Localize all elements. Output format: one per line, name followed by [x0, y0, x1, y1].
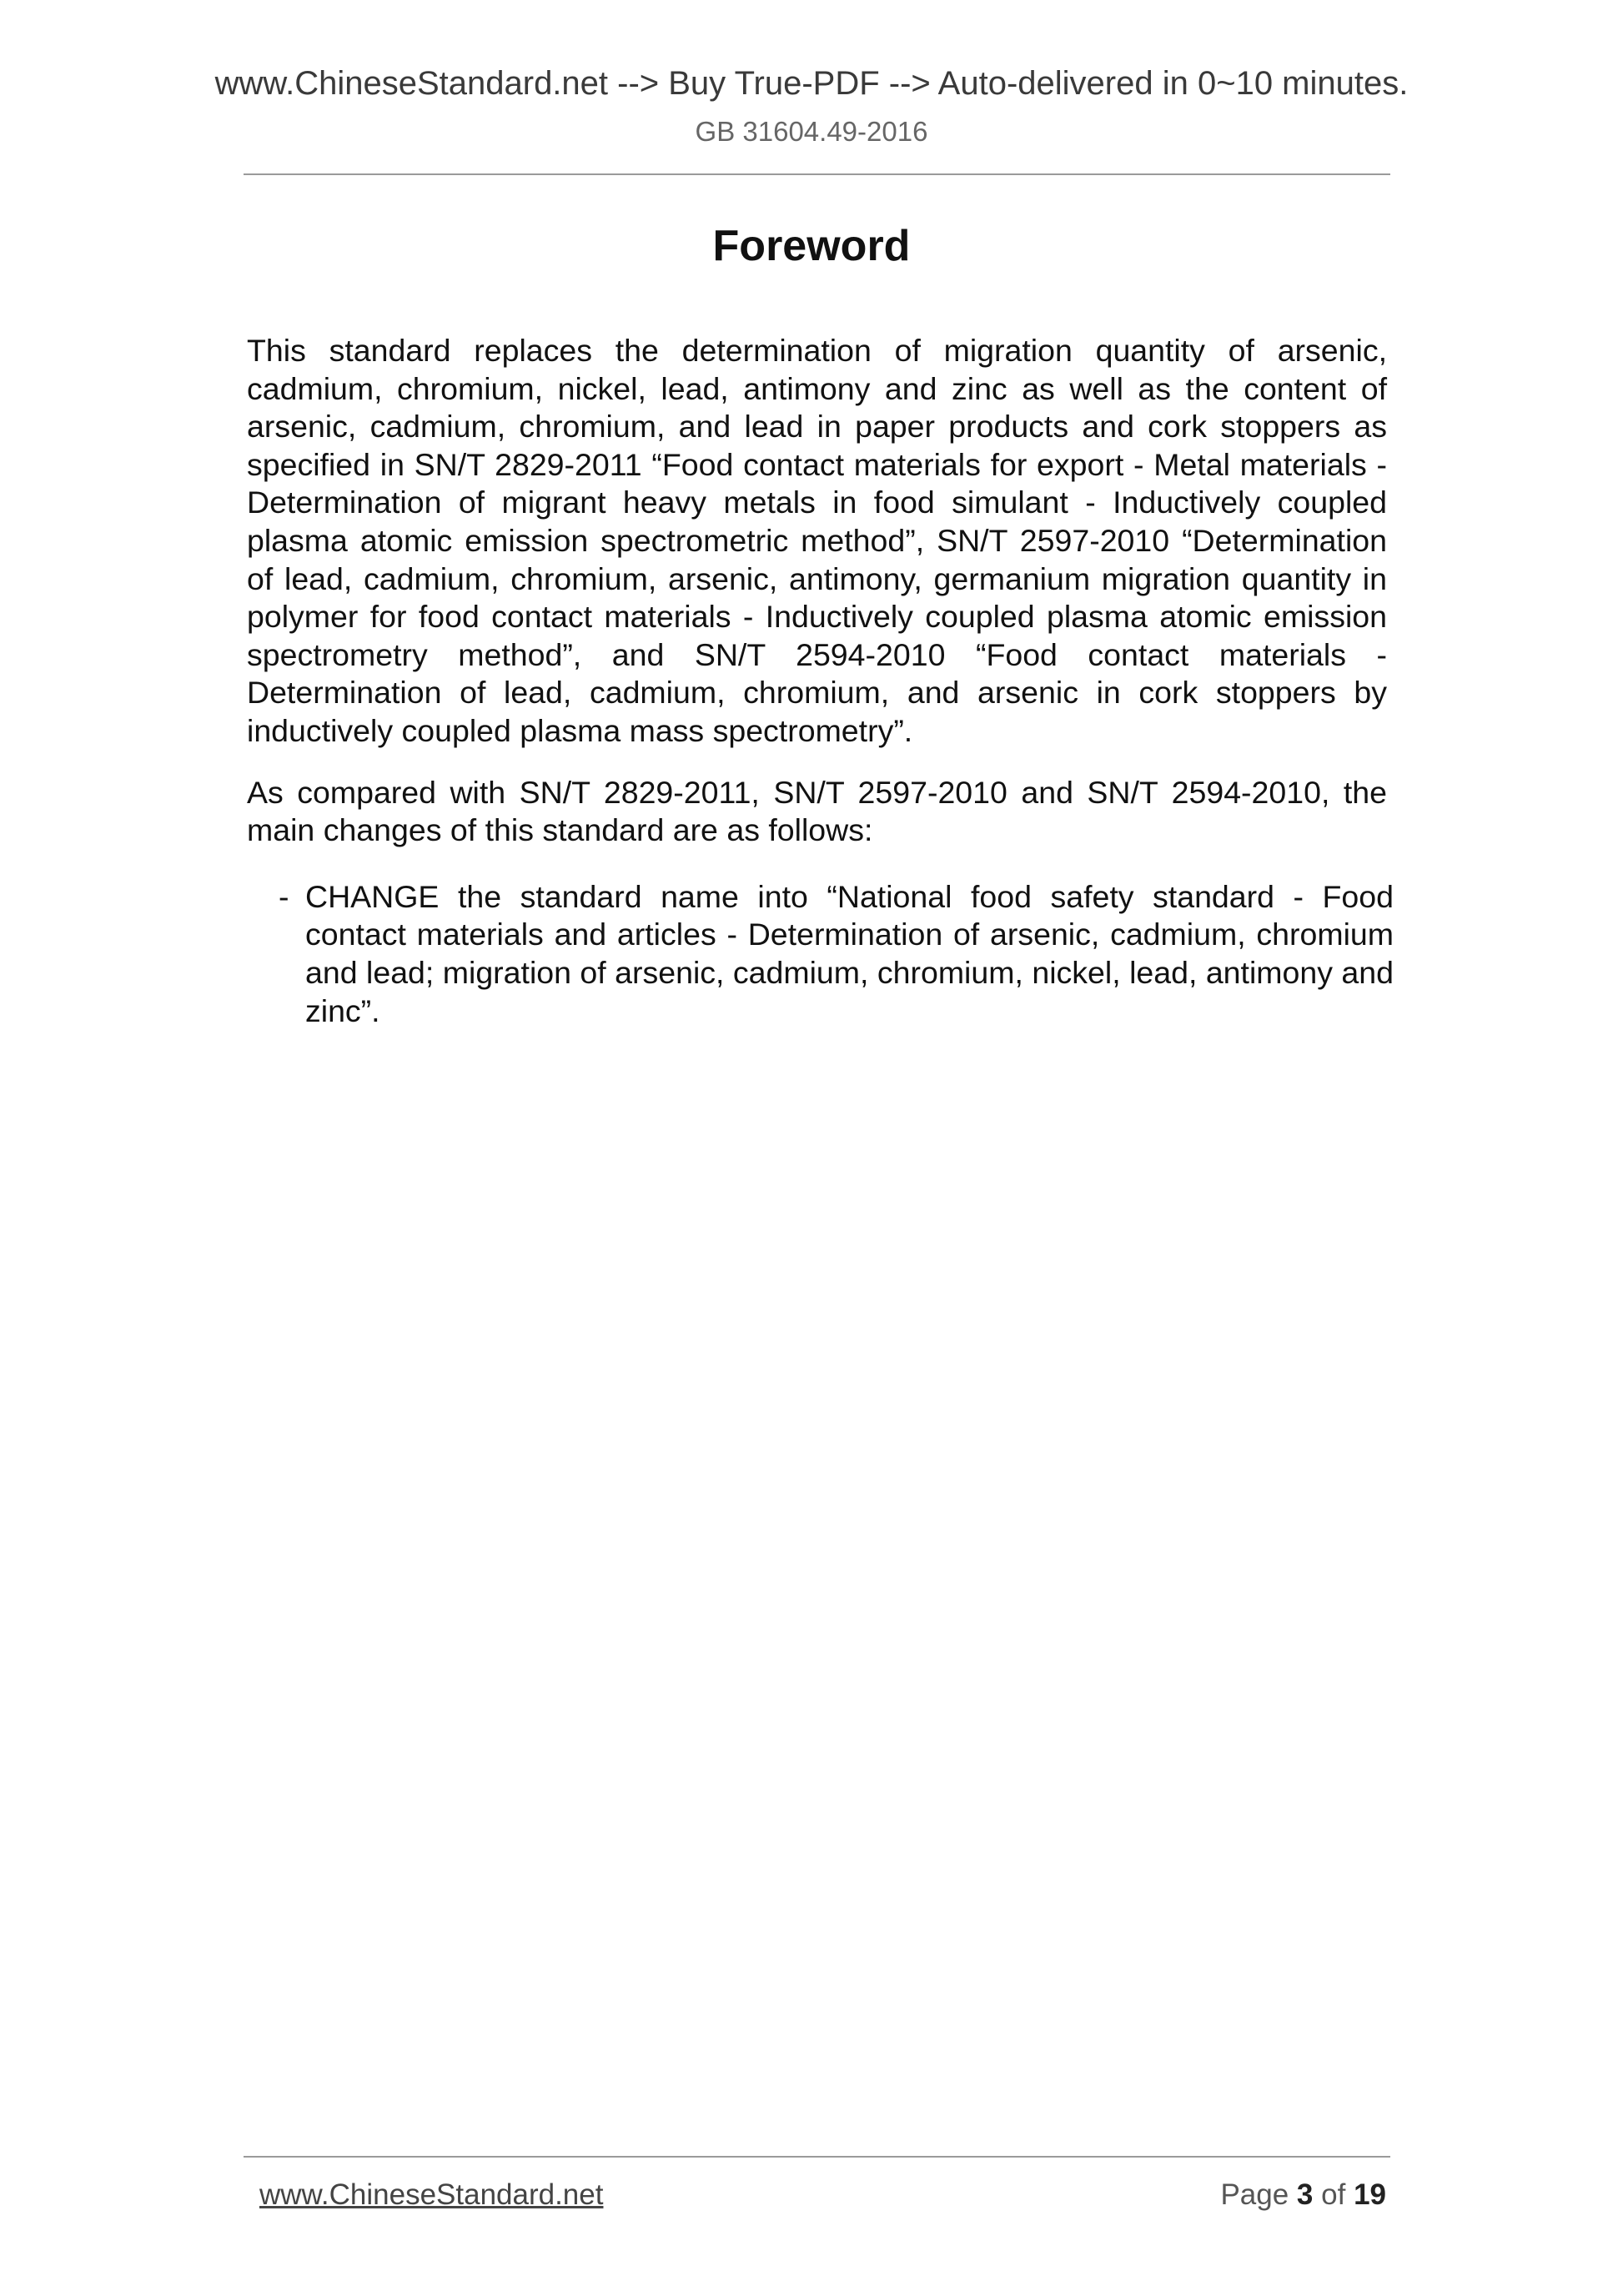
- page-total: 19: [1354, 2178, 1386, 2211]
- footer-divider: [244, 2156, 1390, 2158]
- paragraph: As compared with SN/T 2829-2011, SN/T 2597-2010 and SN/T 2594-2010, the main changes of this standard are as follows:: [247, 774, 1387, 848]
- page-indicator: [1220, 2178, 1386, 2212]
- page-of-label: of: [1321, 2178, 1346, 2211]
- changes-list: [247, 878, 1394, 1030]
- bullet-marker: -: [279, 878, 289, 914]
- list-item: [279, 878, 1394, 1030]
- page-label: Page: [1220, 2178, 1289, 2211]
- paragraph: This standard replaces the determination of migration quantity of arsenic, cadmium, chromium, nickel, lead, antimony and zinc as well as the content of arsenic, cadmium, chromium, and lead in paper products and cork stoppers as specified in SN/T 2829-2011 “Food contact materials for export - Metal materials - Determination of migrant heavy metals in food simulant - Inductively coupled plasma atomic emission spectrometric method”, SN/T 2597-2010 “Determination of lead, cadmium, chromium, arsenic, antimony, germanium migration quantity in polymer for food contact materials - Inductively coupled plasma atomic emission spectrometry method”, and SN/T 2594-2010 “Food contact materials - Determination of lead, cadmium, chromium, and arsenic in cork stoppers by inductively coupled plasma mass spectrometry”.: [247, 333, 1387, 748]
- standard-code: GB 31604.49-2016: [695, 116, 928, 147]
- list-item-text: CHANGE the standard name into “National food safety standard - Food contact materials and articles - Determination of arsenic, cadmium, chromium and lead; migration of arsenic, cadmium, chromium, nickel, lead, antimony and zinc”.: [305, 878, 1394, 1028]
- document-body: [247, 332, 1394, 1030]
- page-title: Foreword: [712, 222, 911, 270]
- header-divider: [244, 173, 1390, 175]
- footer-website-link[interactable]: www.ChineseStandard.net: [259, 2178, 604, 2211]
- header-banner: www.ChineseStandard.net --> Buy True-PDF --> Auto-delivered in 0~10 minutes.: [214, 65, 1409, 102]
- page-number: 3: [1296, 2178, 1314, 2211]
